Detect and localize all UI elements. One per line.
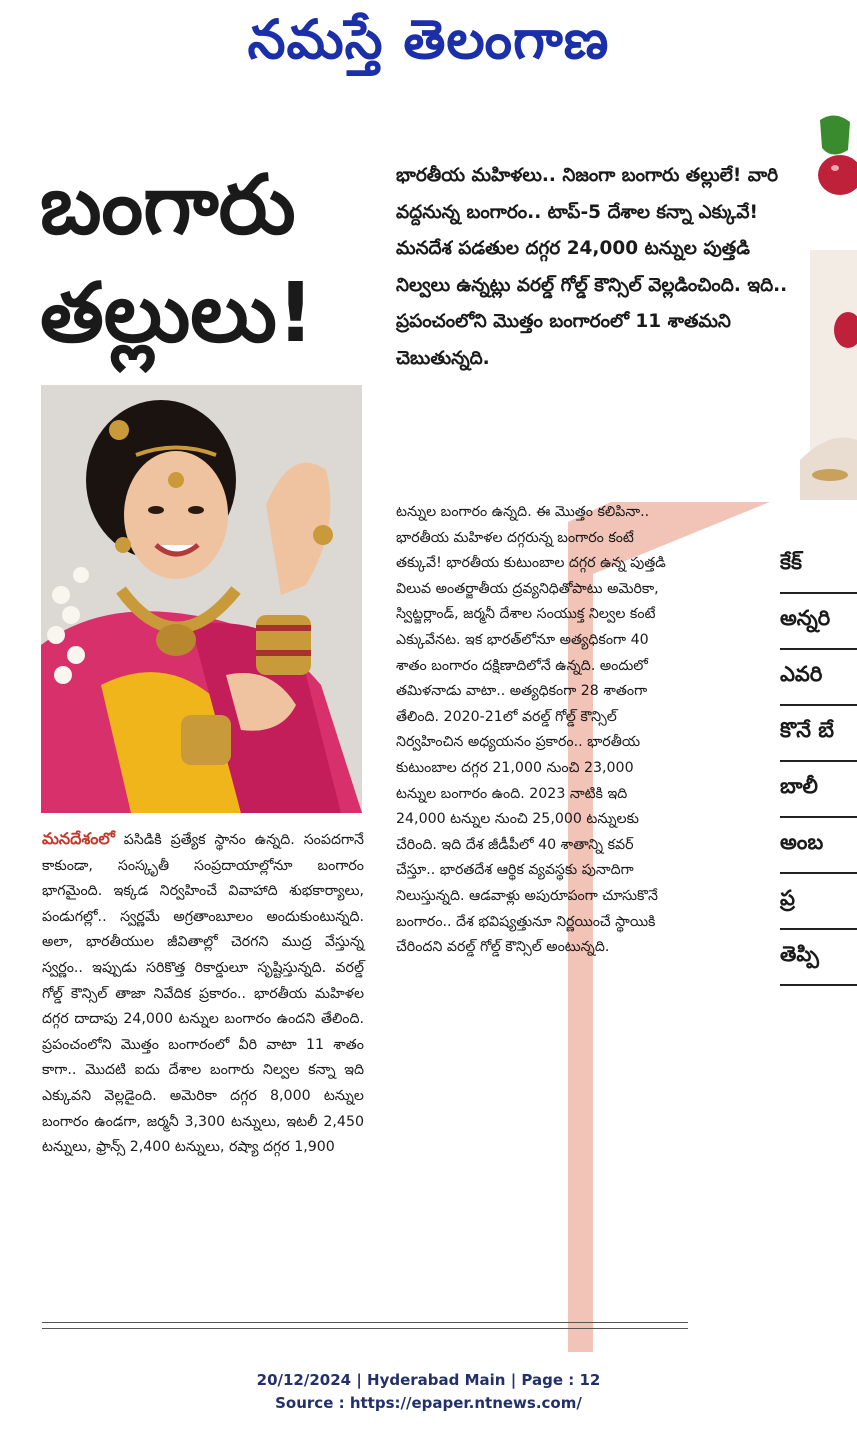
footer-source-link[interactable]: Source : https://epaper.ntnews.com/ xyxy=(275,1394,582,1412)
headline-line-1: బంగారు xyxy=(40,158,296,253)
masthead-title: నమస్తే తెలంగాణ xyxy=(247,8,610,71)
sidebar-item: అంబ xyxy=(780,818,857,874)
bride-photo xyxy=(41,385,362,813)
column-1-text: పసిడికి ప్రత్యేక స్థానం ఉన్నది. సంపదగానే కాకుండా, సంస్కృతీ సంప్రదాయాల్లోనూ బంగారం భాగమైంది. ఇక్కడ నిర్వహించే వివాహాది శుభకార్యాలు, పండుగల్లో.. స్వర్ణమే అగ్రతాంబూలం అందుకుంటున్నది. అలా, భారతీయుల జీవితాల్లో చెరగని ముద్ర వేస్తున్న స్వర్ణం.. ఇప్పుడు సరికొత్త రికార్డులూ సృష్టిస్తున్నది. వరల్డ్ గోల్డ్ కౌన్సిల్ తాజా నివేదిక ప్రకారం.. భారతీయ మహిళల దగ్గర దాదాపు 24,000 టన్నుల బంగారం ఉందని తేలింది. ప్రపంచంలోని మొత్తం బంగారంలో వీరి వాటా 11 శాతం కాగా.. మొదటి ఐదు దేశాల బంగారు నిల్వల కన్నా ఇది ఎక్కువని వెల్లడైంది. అమెరికా దగ్గర 8,000 టన్నుల బంగారం ఉండగా, జర్మనీ 3,300 టన్నులు, ఇటలీ 2,450 టన్నులు, ఫ్రాన్స్ 2,400 టన్నులు, రష్యా దగ్గర 1,900 xyxy=(42,832,364,1156)
sidebar-item: ప్ర xyxy=(780,874,857,930)
bottom-rule xyxy=(42,1328,688,1329)
cake-image xyxy=(790,100,857,500)
article-column-2 xyxy=(396,500,676,961)
sidebar-item: అన్నరి xyxy=(780,594,857,650)
masthead xyxy=(0,0,857,95)
dropcap-lead-word: మనదేశంలో xyxy=(42,829,115,848)
sidebar-item: తెప్పి xyxy=(780,930,857,986)
sidebar-item: ఎవరి xyxy=(780,650,857,706)
sidebar-item: కేక్ xyxy=(780,538,857,594)
sidebar-list xyxy=(780,538,857,986)
footer-dateline: 20/12/2024 | Hyderabad Main | Page : 12 xyxy=(256,1371,601,1389)
article-paragraph xyxy=(42,826,364,1161)
column-2-text: టన్నుల బంగారం ఉన్నది. ఈ మొత్తం కలిపినా.. భారతీయ మహిళల దగ్గరున్న బంగారం కంటే తక్కువే! భారతీయ కుటుంబాల దగ్గర ఉన్న పుత్తడి విలువ అంతర్జాతీయ ద్రవ్యనిధితోపాటు అమెరికా, స్విట్జర్లాండ్, జర్మనీ దేశాల సంయుక్త నిల్వల కంటే ఎక్కువేనట. ఇక భారత్‌లోనూ అత్యధికంగా 40 శాతం బంగారం దక్షిణాదిలోనే ఉన్నది. అందులో తమిళనాడు వాటా.. అత్యధికంగా 28 శాతంగా తేలింది. 2020-21లో వరల్డ్ గోల్డ్ కౌన్సిల్ నిర్వహించిన అధ్యయనం ప్రకారం.. భారతీయ కుటుంబాల దగ్గర 21,000 నుంచి 23,000 టన్నుల బంగారం ఉంది. 2023 నాటికి ఇది 24,000 టన్నుల నుంచి 25,000 టన్నులకు చేరింది. ఇది దేశ జీడీపీలో 40 శాతాన్ని కవర్ చేస్తూ.. భారతదేశ ఆర్థిక వ్యవస్థకు పునాదిగా నిలుస్తున్నది. ఆడవాళ్లు అపురూపంగా చూసుకొనే బంగారం.. దేశ భవిష్యత్తునూ నిర్ణయించే స్థాయికి చేరిందని వరల్డ్ గోల్డ్ కౌన్సిల్ అంటున్నది. xyxy=(396,504,666,956)
sidebar-item: కొనే బే xyxy=(780,706,857,762)
sidebar-item: బాలీ xyxy=(780,762,857,818)
headline xyxy=(40,152,370,368)
bottom-rule xyxy=(42,1322,688,1323)
lead-paragraph: భారతీయ మహిళలు.. నిజంగా బంగారు తల్లులే! వారి వద్దనున్న బంగారం.. టాప్-5 దేశాల కన్నా ఎక్కువే! మనదేశ పడతుల దగ్గర 24,000 టన్నుల పుత్తడి నిల్వలు ఉన్నట్లు వరల్డ్ గోల్డ్ కౌన్సిల్ వెల్లడించింది. ఇది.. ప్రపంచంలోని మొత్తం బంగారంలో 11 శాతమని చెబుతున్నది. xyxy=(396,165,788,369)
article-column-1 xyxy=(42,826,364,1161)
headline-line-2: తల్లులు! xyxy=(40,266,315,361)
